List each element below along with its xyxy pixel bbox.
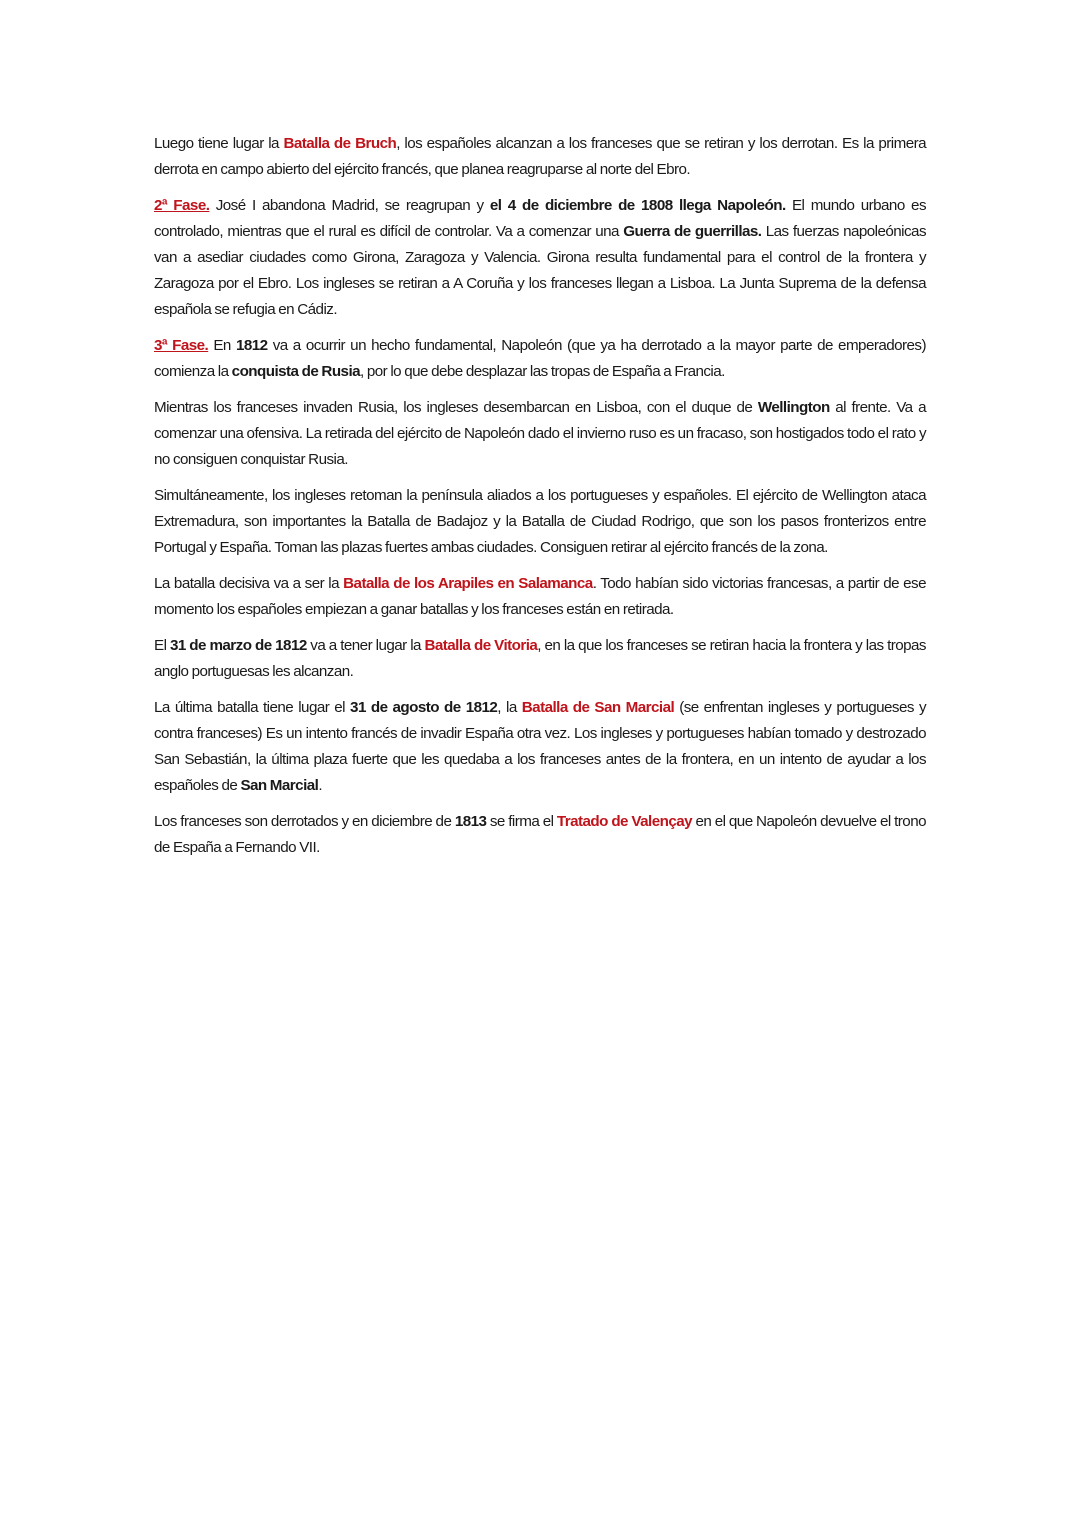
highlight-tratado-valencay: Tratado de Valençay — [556, 813, 693, 830]
text-segment: La última batalla tiene lugar el — [154, 699, 351, 716]
paragraph-wellington — [154, 395, 926, 473]
bold-conquista-rusia: conquista de Rusia — [231, 363, 361, 380]
bold-llegada-napoleon: el 4 de diciembre de 1808 llega Napoleón. — [489, 197, 786, 214]
bold-31-agosto-1812: 31 de agosto de 1812 — [350, 699, 498, 716]
text-segment: . — [318, 777, 322, 794]
paragraph-arapiles — [154, 571, 926, 623]
text-segment: en el que Napoleón devuelve el trono de España a Fernando VII. — [154, 813, 926, 856]
bold-guerra-guerrillas: Guerra de guerrillas. — [623, 223, 762, 240]
text-segment: José I abandona Madrid, se reagrupan y — [209, 197, 490, 214]
bold-san-marcial: San Marcial — [240, 777, 319, 794]
text-segment: va a tener lugar la — [306, 637, 425, 654]
text-segment: , por lo que debe desplazar las tropas de España a Francia. — [360, 363, 725, 380]
text-segment: Las fuerzas napoleónicas van a asediar ciudades como Girona, Zaragoza y Valencia. Girona resulta fundamental para el control de la frontera y Zaragoza por el Ebro. Los ingleses se retiran a A Coruña y los franceses llegan a Lisboa. La Junta Suprema de la defensa española se refugia en Cádiz. — [154, 223, 926, 318]
paragraph-fase-3 — [154, 333, 926, 385]
highlight-batalla-vitoria: Batalla de Vitoria — [424, 637, 538, 654]
text-segment: , los españoles alcanzan a los franceses que se retiran y los derrotan. Es la primera derrota en campo abierto del ejército francés, que planea reagruparse al norte del Ebro. — [154, 135, 927, 178]
text-segment: va a ocurrir un hecho fundamental, Napoleón (que ya ha derrotado a la mayor parte de emperadores) comienza la — [154, 337, 926, 380]
bold-1813: 1813 — [454, 813, 487, 830]
paragraph-simultaneamente — [154, 483, 926, 561]
text-segment: Mientras los franceses invaden Rusia, los ingleses desembarcan en Lisboa, con el duque de — [154, 399, 758, 416]
paragraph-batalla-bruch — [154, 131, 926, 183]
highlight-batalla-arapiles: Batalla de los Arapiles en Salamanca — [343, 575, 593, 592]
paragraph-san-marcial — [154, 695, 926, 799]
text-segment: . Todo habían sido victorias francesas, a partir de ese momento los españoles empiezan a ganar batallas y los franceses están en retirada. — [154, 575, 926, 618]
text-segment: La batalla decisiva va a ser la — [154, 575, 344, 592]
bold-wellington: Wellington — [757, 399, 830, 416]
text-segment: , en la que los franceses se retiran hacia la frontera y las tropas anglo portuguesas les alcanzan. — [154, 637, 926, 680]
text-segment: Luego tiene lugar la — [154, 135, 284, 152]
heading-fase-2: 2ª Fase. — [154, 197, 210, 214]
paragraph-valencay — [154, 809, 926, 861]
text-segment: Los franceses son derrotados y en diciembre de — [154, 813, 455, 830]
text-segment: al frente. Va a comenzar una ofensiva. La retirada del ejército de Napoleón dado el invierno ruso es un fracaso, son hostigados todo el rato y no consiguen conquistar Rusia. — [154, 399, 927, 468]
paragraph-vitoria — [154, 633, 926, 685]
document-page — [154, 131, 926, 871]
bold-31-marzo-1812: 31 de marzo de 1812 — [169, 637, 307, 654]
highlight-batalla-san-marcial: Batalla de San Marcial — [521, 699, 675, 716]
text-segment: Simultáneamente, los ingleses retoman la península aliados a los portugueses y españoles. El ejército de Wellington ataca Extremadura, son importantes la Batalla de Badajoz y la Batalla de Ciudad Rodrigo, que son los pasos fronterizos entre Portugal y España. Toman las plazas fuertes ambas ciudades. Consiguen retirar al ejército francés de la zona. — [154, 487, 926, 556]
highlight-batalla-bruch: Batalla de Bruch — [283, 135, 397, 152]
bold-1812: 1812 — [235, 337, 268, 354]
text-segment: El mundo urbano es controlado, mientras que el rural es difícil de controlar. Va a comenzar una — [154, 197, 926, 240]
heading-fase-3: 3ª Fase. — [154, 337, 209, 354]
text-segment: , la — [497, 699, 522, 716]
text-segment: En — [208, 337, 236, 354]
text-segment: (se enfrentan ingleses y portugueses y contra franceses) Es un intento francés de invadir España otra vez. Los ingleses y portugueses habían tomado y destrozado San Sebastián, la última plaza fuerte que les quedaba a los franceses antes de la frontera, en un intento de ayudar a los españoles de — [154, 699, 926, 794]
text-segment: El — [154, 637, 170, 654]
paragraph-fase-2 — [154, 193, 926, 323]
text-segment: se firma el — [486, 813, 557, 830]
